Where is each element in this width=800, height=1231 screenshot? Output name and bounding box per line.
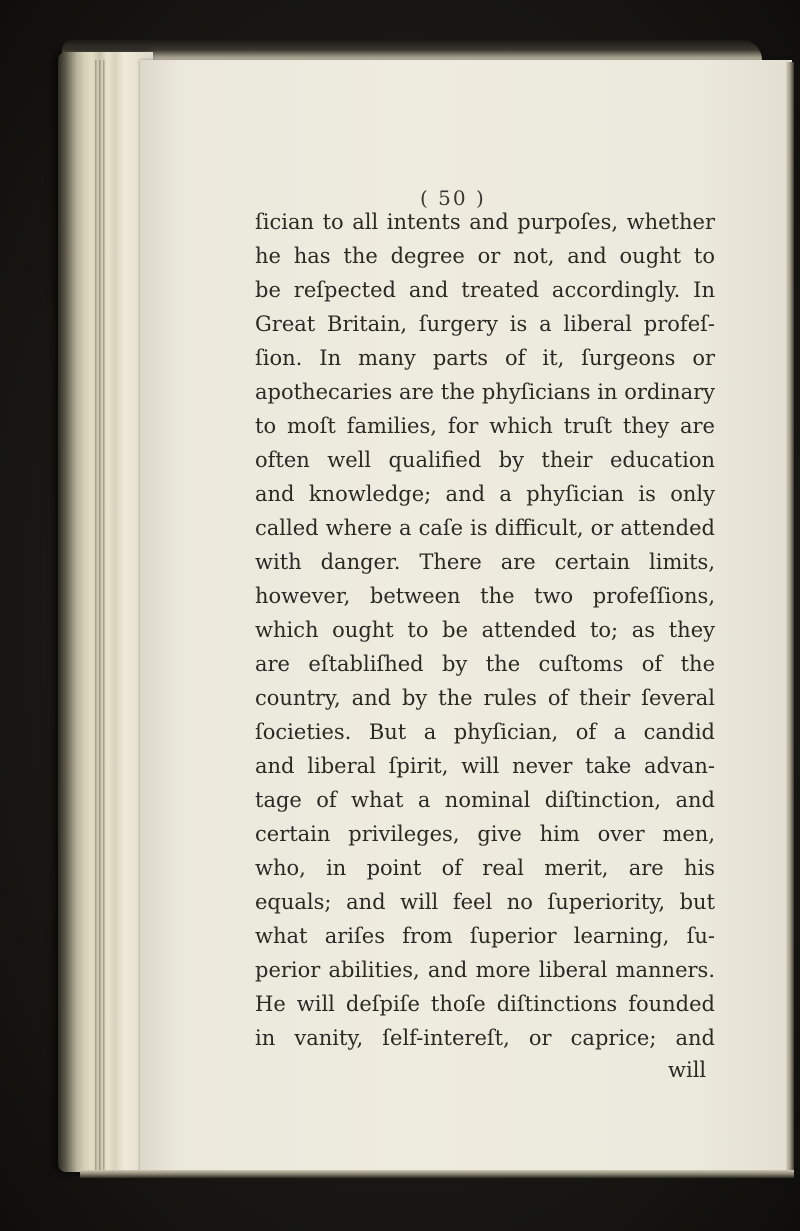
text-line: ſion. In many parts of it, ſurgeons or [255, 346, 715, 370]
stacked-pages-edge [95, 60, 105, 1170]
text-line: apothecaries are the phyſicians in ordinary [255, 380, 715, 404]
text-line: which ought to be attended to; as they [255, 618, 715, 642]
text-line: are eſtabliſhed by the cuſtoms of the [255, 652, 715, 676]
text-line: and knowledge; and a phyſician is only [255, 482, 715, 506]
text-line: certain privileges, give him over men, [255, 822, 715, 846]
text-line: He will deſpiſe thoſe diſtinctions founded [255, 992, 715, 1016]
text-line: perior abilities, and more liberal manners. [255, 958, 715, 982]
text-line: what ariſes from ſuperior learning, ſu- [255, 924, 715, 948]
text-line: in vanity, ſelf-intereſt, or caprice; and [255, 1026, 715, 1050]
text-line: who, in point of real merit, are his [255, 856, 715, 880]
text-line: to moſt families, for which truſt they are [255, 414, 715, 438]
text-line: country, and by the rules of their ſeveral [255, 686, 715, 710]
text-line: be reſpected and treated accordingly. In [255, 278, 715, 302]
text-line: and liberal ſpirit, will never take advan- [255, 754, 715, 778]
text-line: with danger. There are certain limits, [255, 550, 715, 574]
text-line: ſician to all intents and purpoſes, whether [255, 210, 715, 234]
text-line: however, between the two profeſſions, [255, 584, 715, 608]
text-line: often well qualified by their education [255, 448, 715, 472]
text-line: Great Britain, ſurgery is a liberal profeſ- [255, 312, 715, 336]
book-binding [58, 52, 153, 1172]
text-line: called where a caſe is difficult, or attended [255, 516, 715, 540]
text-line: tage of what a nominal diſtinction, and [255, 788, 715, 812]
text-line: he has the degree or not, and ought to [255, 244, 715, 268]
text-line: ſocieties. But a phyſician, of a candid [255, 720, 715, 744]
page-bottom-edge [80, 1170, 794, 1178]
page-right-edge [786, 62, 794, 1172]
book-top-edge [62, 40, 762, 62]
page-number: ( 50 ) [420, 186, 486, 210]
catchword: will [668, 1058, 707, 1082]
text-line: equals; and will feel no ſuperiority, but [255, 890, 715, 914]
